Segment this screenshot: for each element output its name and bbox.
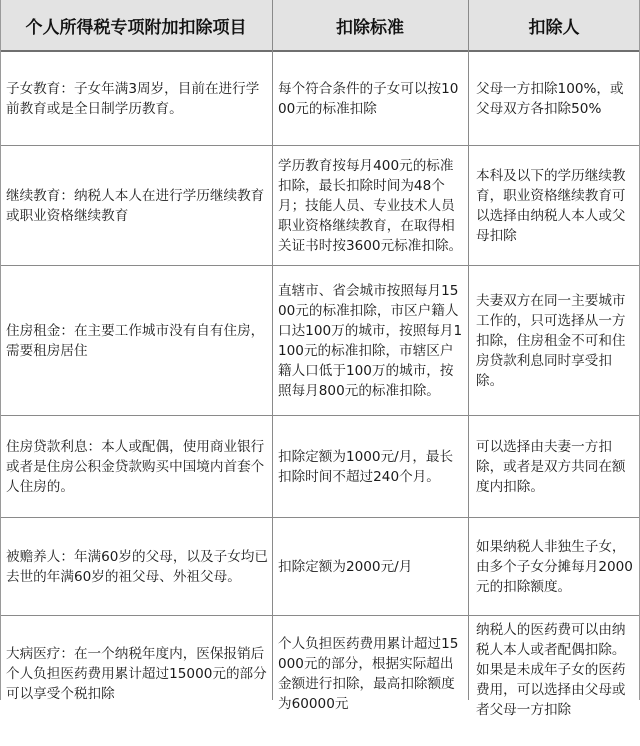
standard-text: 扣除定额为1000元/月，最长扣除时间不超过240个月。: [278, 448, 454, 485]
deductor-text: 夫妻双方在同一主要城市工作的，只可选择从一方扣除，住房租金不可和住房贷款利息同时享受扣除。: [476, 292, 626, 389]
table-row: [0, 616, 640, 746]
standard-cell: [272, 616, 468, 746]
deductor-text: 父母一方扣除100%，或父母双方各扣除50%: [476, 80, 624, 117]
item-text: 子女教育：子女年满3周岁，目前在进行学前教育或是全日制学历教育。: [6, 80, 260, 117]
deductor-cell: [468, 146, 640, 265]
standard-cell: [272, 266, 468, 415]
item-cell: [0, 518, 272, 615]
deductor-text: 可以选择由夫妻一方扣除，或者是双方共同在额度内扣除。: [476, 438, 626, 495]
item-cell: [0, 146, 272, 265]
deductor-text: 纳税人的医药费可以由纳税人本人或者配偶扣除。如果是未成年子女的医药费用，可以选择由父母或者父母一方扣除: [476, 622, 626, 718]
item-cell: [0, 616, 272, 746]
standard-text: 每个符合条件的子女可以按1000元的标准扣除: [278, 80, 459, 117]
table-row: [0, 518, 640, 616]
standard-cell: [272, 146, 468, 265]
column-divider: [272, 0, 273, 700]
standard-text: 扣除定额为2000元/月: [278, 558, 413, 575]
standard-cell: [272, 518, 468, 615]
item-cell: [0, 52, 272, 145]
item-cell: [0, 266, 272, 415]
item-text: 被赡养人：年满60岁的父母，以及子女均已去世的年满60岁的祖父母、外祖父母。: [6, 548, 268, 585]
table-row: [0, 416, 640, 518]
standard-cell: [272, 416, 468, 517]
item-cell: [0, 416, 272, 517]
deductor-cell: [468, 416, 640, 517]
header-item: 个人所得税专项附加扣除项目: [25, 17, 247, 38]
item-text: 住房租金：在主要工作城市没有自有住房，需要租房居住: [6, 322, 265, 359]
item-text: 继续教育：纳税人本人在进行学历继续教育或职业资格继续教育: [6, 187, 265, 224]
header-standard: 扣除标准: [336, 17, 404, 38]
table-row: [0, 52, 640, 146]
column-divider: [468, 0, 469, 700]
header-deductor: 扣除人: [528, 17, 580, 38]
table-border-left: [0, 0, 1, 700]
table-row: [0, 266, 640, 416]
deductor-cell: [468, 616, 640, 746]
table-header-row: [0, 0, 640, 52]
deductor-text: 如果纳税人非独生子女，由多个子女分摊每月2000元的扣除额度。: [476, 538, 633, 595]
standard-cell: [272, 52, 468, 145]
standard-text: 学历教育按每月400元的标准扣除，最长扣除时间为48个月；技能人员、专业技术人员职业资格继续教育，在取得相关证书时按3600元标准扣除。: [278, 157, 463, 254]
deductor-text: 本科及以下的学历继续教育，职业资格继续教育可以选择由纳税人本人或父母扣除: [476, 167, 626, 244]
deductor-cell: [468, 52, 640, 145]
table-row: [0, 146, 640, 266]
standard-text: 直辖市、省会城市按照每月1500元的标准扣除，市区户籍人口达100万的城市，按照每月1100元的标准扣除，市辖区户籍人口低于100万的城市，按照每月800元的标准扣除。: [278, 282, 463, 399]
deductor-cell: [468, 266, 640, 415]
item-text: 住房贷款利息：本人或配偶，使用商业银行或者是住房公积金贷款购买中国境内首套个人住房的。: [6, 438, 265, 495]
item-text: 大病医疗：在一个纳税年度内，医保报销后个人负担医药费用累计超过15000元的部分可以享受个税扣除: [6, 646, 267, 702]
deductor-cell: [468, 518, 640, 615]
standard-text: 个人负担医药费用累计超过15000元的部分，根据实际超出金额进行扣除，最高扣除额度为60000元: [278, 636, 459, 712]
